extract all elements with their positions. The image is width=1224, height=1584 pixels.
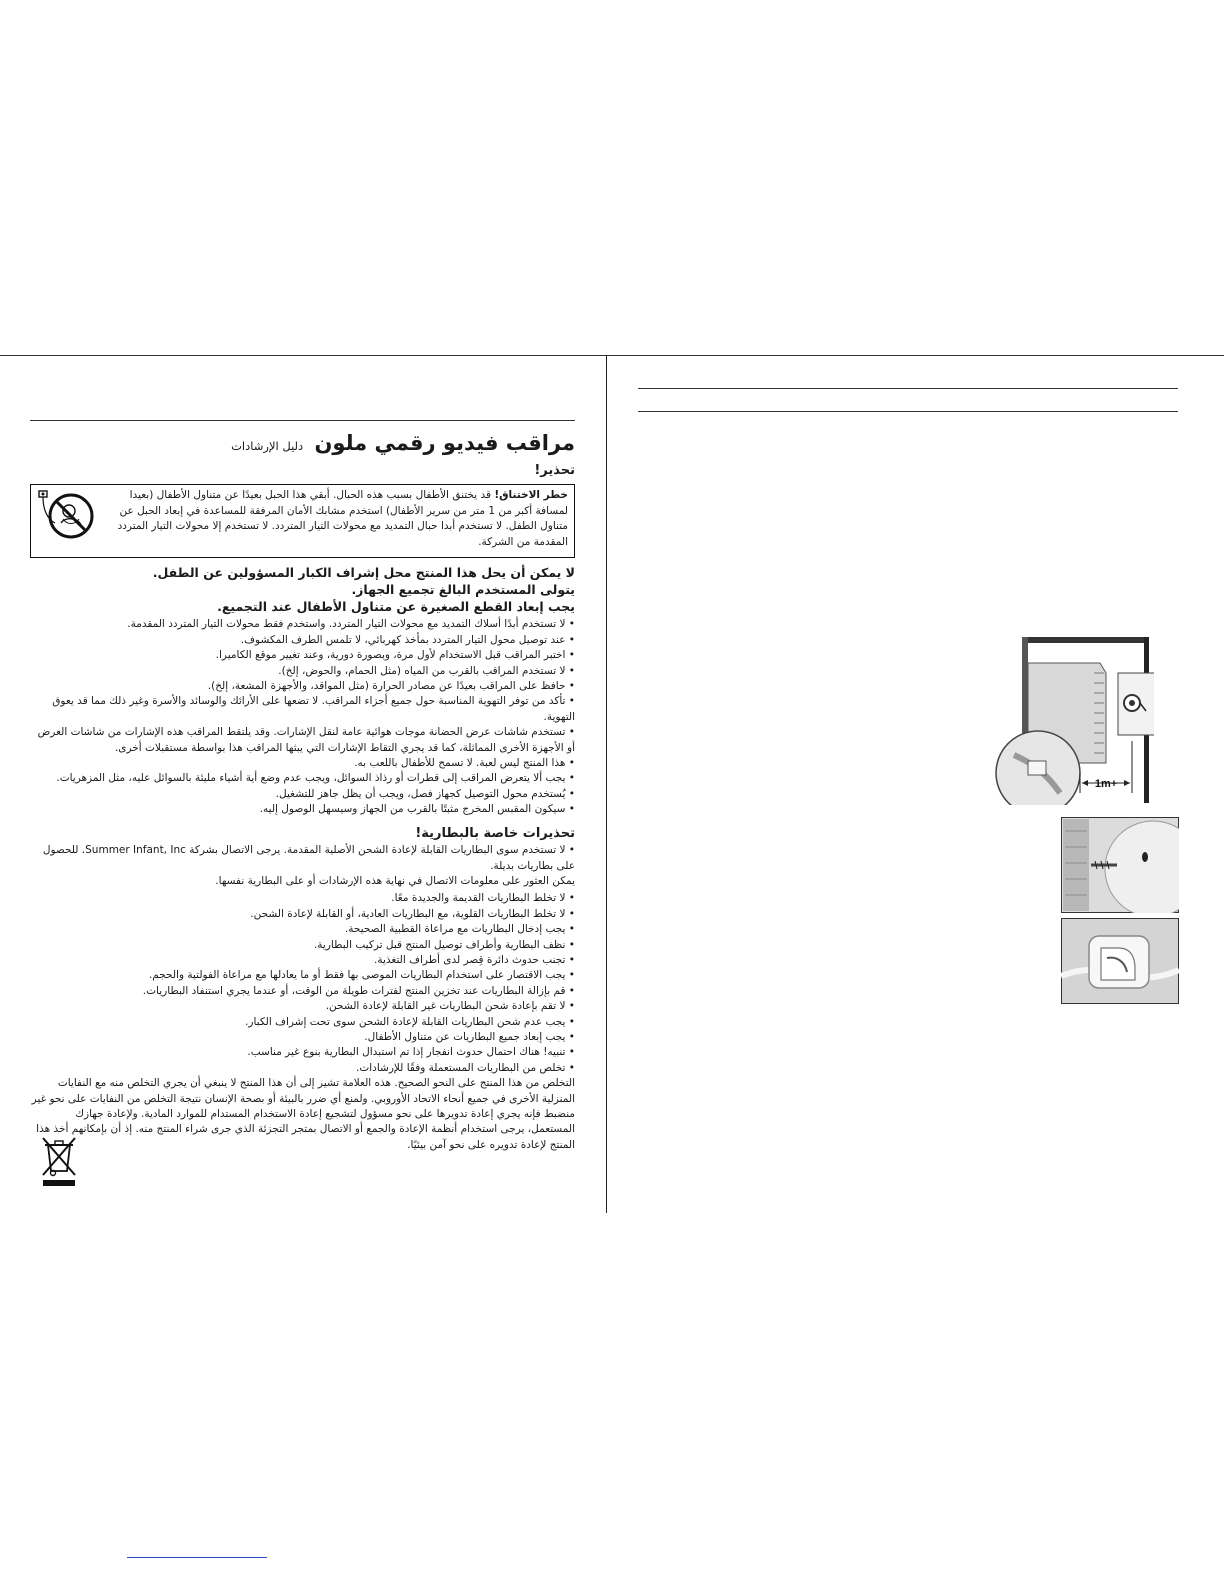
- list-item: • عند توصيل محول التيار المتردد بمأخذ كهربائي، لا تلمس الطرف المكشوف.: [30, 633, 575, 648]
- no-strangulation-icon: [37, 489, 97, 541]
- bottom-link-underline: [127, 1557, 267, 1558]
- list-item: • سيكون المقبس المخرج مثبتًا بالقرب من الجهاز وسيسهل الوصول إليه.: [30, 802, 575, 817]
- strangulation-warning-box: [30, 484, 575, 558]
- wall-mount-screw-figure: [1061, 817, 1179, 913]
- strangulation-label: خطر الاختناق!: [494, 489, 568, 502]
- battery-warnings-heading: تحذيرات خاصة بالبطارية!: [415, 825, 575, 841]
- list-item: • قم بإزالة البطاريات عند تخزين المنتج لفترات طويلة من الوقت، أو عندما يجري استنفاد البطاريات.: [30, 984, 575, 999]
- list-item: • هذا المنتج ليس لعبة. لا تسمح للأطفال باللعب به.: [30, 756, 575, 771]
- list-item: • لا تستخدم سوى البطاريات القابلة لإعادة الشحن الأصلية المقدمة. يرجى الاتصال بشركة Summer Infant, Inc. للحصول على بطاريات بديلة.: [30, 843, 575, 874]
- battery-warnings-list: [30, 843, 575, 874]
- bold-warning-supervision: لا يمكن أن يحل هذا المنتج محل إشراف الكبار المسؤولين عن الطفل.: [152, 565, 575, 581]
- crib-distance-figure: [994, 633, 1154, 805]
- list-item: • يجب إبعاد جميع البطاريات عن متناول الأطفال.: [30, 1030, 575, 1045]
- battery-contact-note: يمكن العثور على معلومات الاتصال في نهاية هذه الإرشادات أو على البطارية نفسها.: [215, 874, 575, 887]
- crossed-out-wheelie-bin-icon: [40, 1135, 78, 1187]
- bold-warning-assembly: يتولى المستخدم البالغ تجميع الجهاز.: [351, 582, 575, 598]
- list-item: • يجب عدم شحن البطاريات القابلة لإعادة الشحن سوى تحت إشراف الكبار.: [30, 1015, 575, 1030]
- list-item: • حافظ على المراقب بعيدًا عن مصادر الحرارة (مثل المواقد، والأجهزة المشعة، إلخ).: [30, 679, 575, 694]
- list-item: • نظف البطارية وأطراف توصيل المنتج قبل تركيب البطارية.: [30, 938, 575, 953]
- bold-warning-small-parts: يجب إبعاد القطع الصغيرة عن متناول الأطفال عند التجميع.: [217, 599, 575, 615]
- cord-clip-figure: [1061, 918, 1179, 1004]
- distance-label: 1m+: [1094, 778, 1118, 790]
- list-item: • تأكد من توفر التهوية المناسبة حول جميع أجزاء المراقب. لا تضعها على الأرائك والوسائد والأسرة وغير ذلك مما قد يعوق التهوية.: [30, 694, 575, 725]
- list-item: • يجب الاقتصار على استخدام البطاريات الموصى بها فقط أو ما يعادلها مع مراعاة الفولتية والحجم.: [30, 968, 575, 983]
- list-item: • اختبر المراقب قبل الاستخدام لأول مرة، وبصورة دورية، وعند تغيير موقع الكاميرا.: [30, 648, 575, 663]
- list-item: • تجنب حدوث دائرة قِصر لدى أطراف التغذية.: [30, 953, 575, 968]
- left-header-rule: [30, 420, 575, 421]
- list-item: • لا تستخدم المراقب بالقرب من المياه (مثل الحمام، والحوض، إلخ).: [30, 664, 575, 679]
- list-item: • يجب إدخال البطاريات مع مراعاة القطبية الصحيحة.: [30, 922, 575, 937]
- top-separator-line: [0, 355, 1224, 356]
- list-item: • يجب ألا يتعرض المراقب إلى قطرات أو رذاذ السوائل، ويجب عدم وضع أية أشياء مليئة بالسوائل عليه، مثل المزهريات.: [30, 771, 575, 786]
- list-item: • تخلص من البطاريات المستعملة وفقًا للإرشادات.: [30, 1061, 575, 1076]
- list-item: • تستخدم شاشات عرض الحضانة موجات هوائية عامة لنقل الإشارات. وقد يلتقط المراقب هذه الإشارات من شاشات العرض أو الأجهزة الأخرى المماثلة، كما قد يجري التقاط الإشارات التي يبثها المراقب هذا بواسطة مستقبلات أخرى.: [30, 725, 575, 756]
- list-item: • يُستخدم محول التوصيل كجهاز فصل، ويجب أن يظل جاهز للتشغيل.: [30, 787, 575, 802]
- page-divider-line: [606, 355, 607, 1213]
- document-title: [30, 430, 575, 459]
- general-warnings-list: [30, 617, 575, 817]
- list-item: • لا تستخدم أبدًا أسلاك التمديد مع محولات التيار المتردد. واستخدم فقط محولات التيار المتردد المقدمة.: [30, 617, 575, 632]
- arabic-instructions-page: [30, 430, 575, 1153]
- list-item: • لا تقم بإعادة شحن البطاريات غير القابلة لإعادة الشحن.: [30, 999, 575, 1014]
- warning-heading: تحذير!: [534, 463, 575, 478]
- battery-warnings-list-continued: [30, 891, 575, 1076]
- title-main: مراقب فيديو رقمي ملون: [314, 431, 575, 455]
- disposal-paragraph: التخلص من هذا المنتج على النحو الصحيح. هذه العلامة تشير إلى أن هذا المنتج لا ينبغي أن يجري التخلص منه مع النفايات المنزلية الأخرى في جميع أنحاء الاتحاد الأوروبي. ولمنع أي ضرر بالبيئة أو بصحة الإنسان نتيجة التخلص من النفايات على نحو غير منضبط فإنه يجري إعادة تدويرها على نحو مسؤول لتشجيع إعادة الاستخدام المستدام للموارد المادية. ولإعادة جهازك المستعمل، يرجى استخدام أنظمة الإعادة والجمع أو الاتصال بمتجر التجزئة الذي جرى شراء المنتج منه. إذ أن بإمكانهم أخذ هذا المنتج لإعادة تدويره على نحو آمن بيئيًا.: [31, 1077, 575, 1151]
- list-item: • لا تخلط البطاريات القديمة والجديدة معًا.: [30, 891, 575, 906]
- strangulation-text: قد يختنق الأطفال بسبب هذه الحبال. أبقي هذا الحبل بعيدًا عن متناول الأطفال (بعيدا لمسافة أكبر من 1 متر من سرير الأطفال) استخدم مشابك الأمان المرفقة للمساعدة في إبعاد الحبل عن متناول الطفل. لا تستخدم أبدا حبال التمديد مع محولات التيار المتردد. لا تستخدم إلا محولات التيار المتردد المقدمة من الشركة.: [117, 489, 568, 548]
- list-item: • لا تخلط البطاريات القلوية، مع البطاريات العادية، أو القابلة لإعادة الشحن.: [30, 907, 575, 922]
- right-header-rule-top: [638, 388, 1178, 389]
- right-header-rule-bottom: [638, 411, 1178, 412]
- title-subtitle: دليل الإرشادات: [231, 439, 304, 453]
- list-item: • تنبيه! هناك احتمال حدوث انفجار إذا تم استبدال البطارية بنوع غير مناسب.: [30, 1045, 575, 1060]
